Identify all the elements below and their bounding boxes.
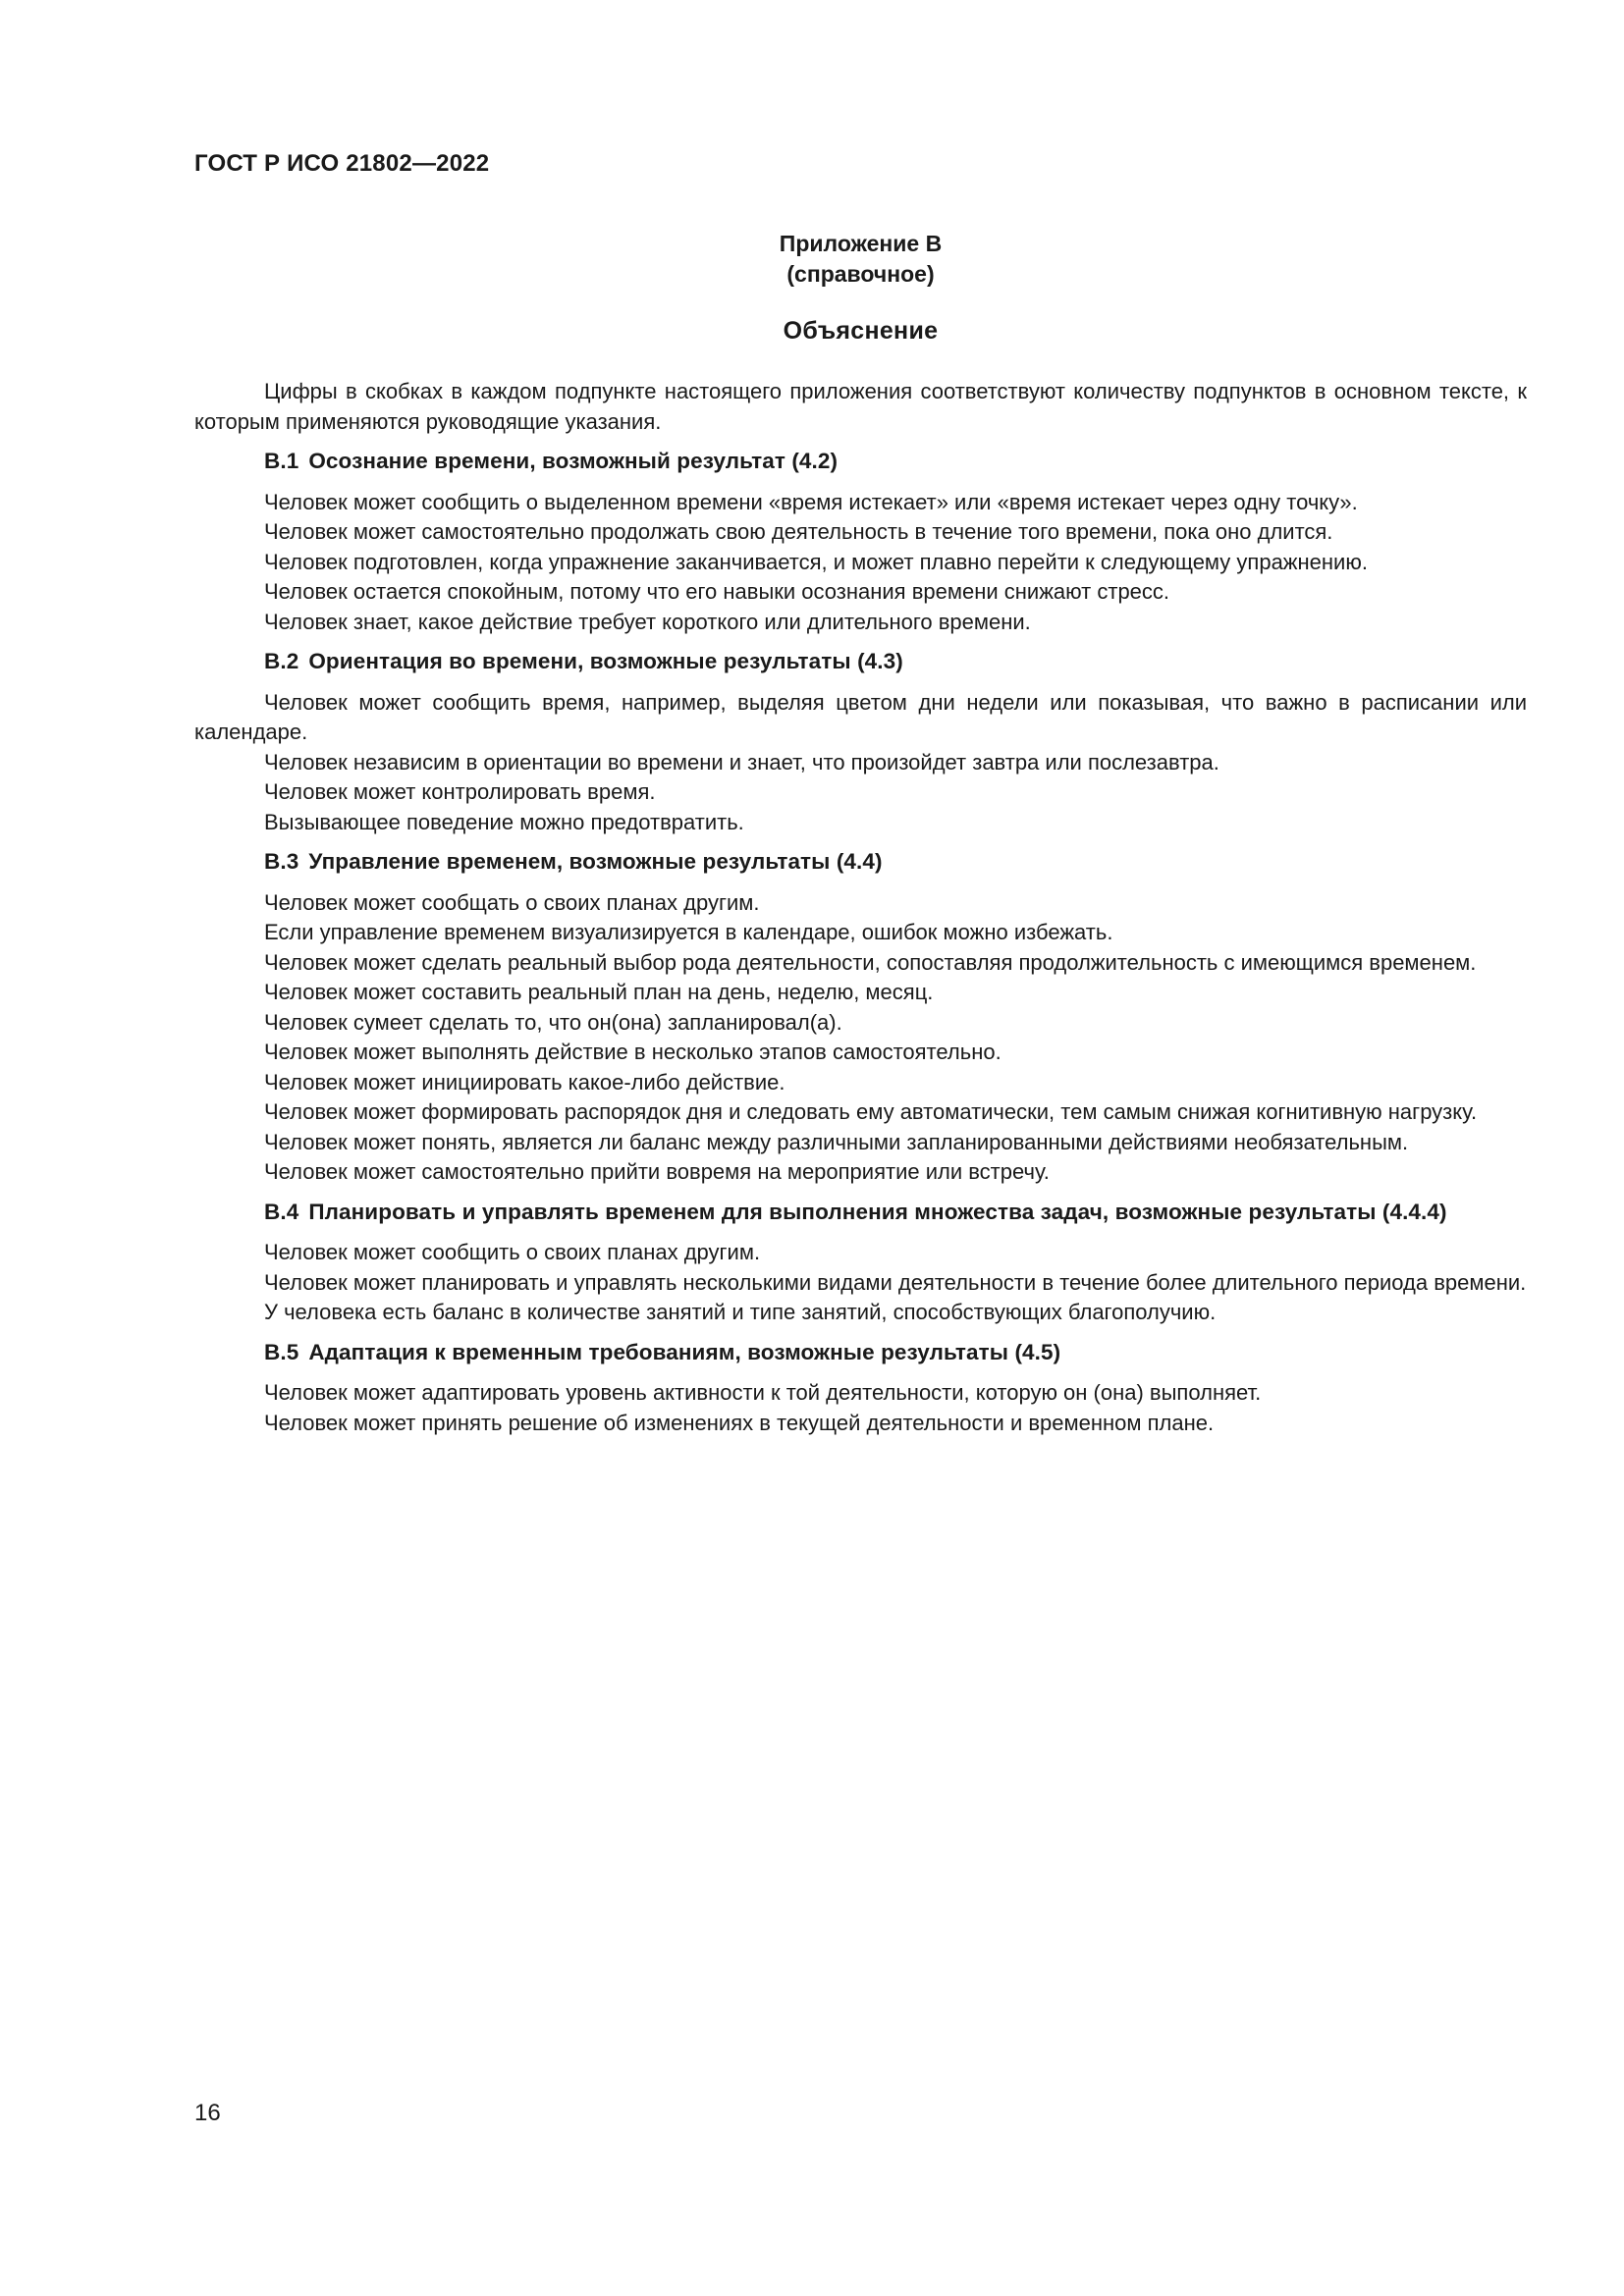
section-paragraph: Человек может сообщить о своих планах другим. [264,1240,761,1264]
section-paragraph: Человек может составить реальный план на день, неделю, месяц. [264,980,934,1004]
section-title: Ориентация во времени, возможные результаты (4.3) [308,649,903,673]
section-paragraph: Человек остается спокойным, потому что его навыки осознания времени снижают стресс. [264,579,1170,604]
page-number: 16 [194,2100,221,2126]
section-paragraph: Человек может адаптировать уровень активности к той деятельности, которую он (она) выполняет. [264,1380,1262,1405]
section-paragraph: Человек может инициировать какое-либо действие. [264,1069,785,1095]
section-number: В.3 [264,849,299,874]
section-heading [194,647,1527,677]
section-title: Управление временем, возможные результаты (4.4) [308,849,883,874]
section-title: Адаптация к временным требованиям, возможные результаты (4.5) [308,1339,1061,1364]
section-paragraph: У человека есть баланс в количестве занятий и типе занятий, способствующих благополучию. [264,1300,1217,1324]
section-paragraph: Человек может выполнять действие в несколько этапов самостоятельно. [264,1040,1001,1064]
section-title: Осознание времени, возможный результат (4.2) [308,449,839,473]
standard-header: ГОСТ Р ИСО 21802—2022 [194,150,490,177]
section-paragraph: Человек подготовлен, когда упражнение заканчивается, и может плавно перейти к следующему упражнению. [264,549,1368,574]
section-paragraph: Человек может формировать распорядок дня и следовать ему автоматически, тем самым снижая когнитивную нагрузку. [264,1099,1478,1124]
section-number: В.4 [264,1199,299,1224]
section-paragraph: Человек независим в ориентации во времени и знает, что произойдет завтра или послезавтра. [264,749,1219,774]
section-paragraph: Человек может понять, является ли баланс между различными запланированными действиями необязательным. [264,1129,1409,1154]
section-paragraph: Человек может сообщить время, например, выделяя цветом дни недели или показывая, что важно в расписании или календаре. [194,689,1527,744]
section-paragraph: Человек сумеет сделать то, что он(она) запланировал(а). [264,1009,842,1035]
section-title: Планировать и управлять временем для выполнения множества задач, возможные результаты (4.4.4) [308,1199,1447,1224]
section-paragraph: Человек может сделать реальный выбор рода деятельности, сопоставляя продолжительность с имеющимся временем. [264,949,1477,975]
section-b3 [194,847,1527,1188]
section-b4 [194,1198,1527,1328]
section-number: В.1 [264,449,299,473]
section-b5 [194,1338,1527,1439]
section-paragraph: Человек может сообщать о своих планах другим. [264,889,760,915]
section-paragraph: Человек может принять решение об изменениях в текущей деятельности и временном плане. [264,1410,1215,1435]
section-number: В.5 [264,1339,299,1364]
section-heading [194,447,1527,477]
annex-heading: Объяснение [783,317,939,345]
annex-title: Приложение В [779,231,943,256]
intro-paragraph: Цифры в скобках в каждом подпункте настоящего приложения соответствуют количеству подпунктов в основном тексте, к которым применяются руководящие указания. [194,379,1527,434]
page-content [194,229,1527,1438]
section-number: В.2 [264,649,299,673]
section-b2 [194,647,1527,837]
section-paragraph: Человек может контролировать время. [264,779,656,804]
section-paragraph: Человек может планировать и управлять несколькими видами деятельности в течение более длительного периода времени. [264,1269,1527,1295]
section-paragraph: Если управление временем визуализируется в календаре, ошибок можно избежать. [264,920,1113,944]
section-paragraph: Человек может самостоятельно продолжать свою деятельность в течение того времени, пока оно длится. [264,519,1333,544]
section-heading [194,847,1527,878]
section-b1 [194,447,1527,637]
section-paragraph: Вызывающее поведение можно предотвратить. [264,809,744,834]
section-heading [194,1198,1527,1228]
section-paragraph: Человек знает, какое действие требует короткого или длительного времени. [264,609,1031,634]
section-paragraph: Человек может самостоятельно прийти вовремя на мероприятие или встречу. [264,1159,1050,1184]
section-paragraph: Человек может сообщить о выделенном времени «время истекает» или «время истекает через одну точку». [264,489,1358,514]
annex-type: (справочное) [786,261,935,287]
section-heading [194,1338,1527,1368]
